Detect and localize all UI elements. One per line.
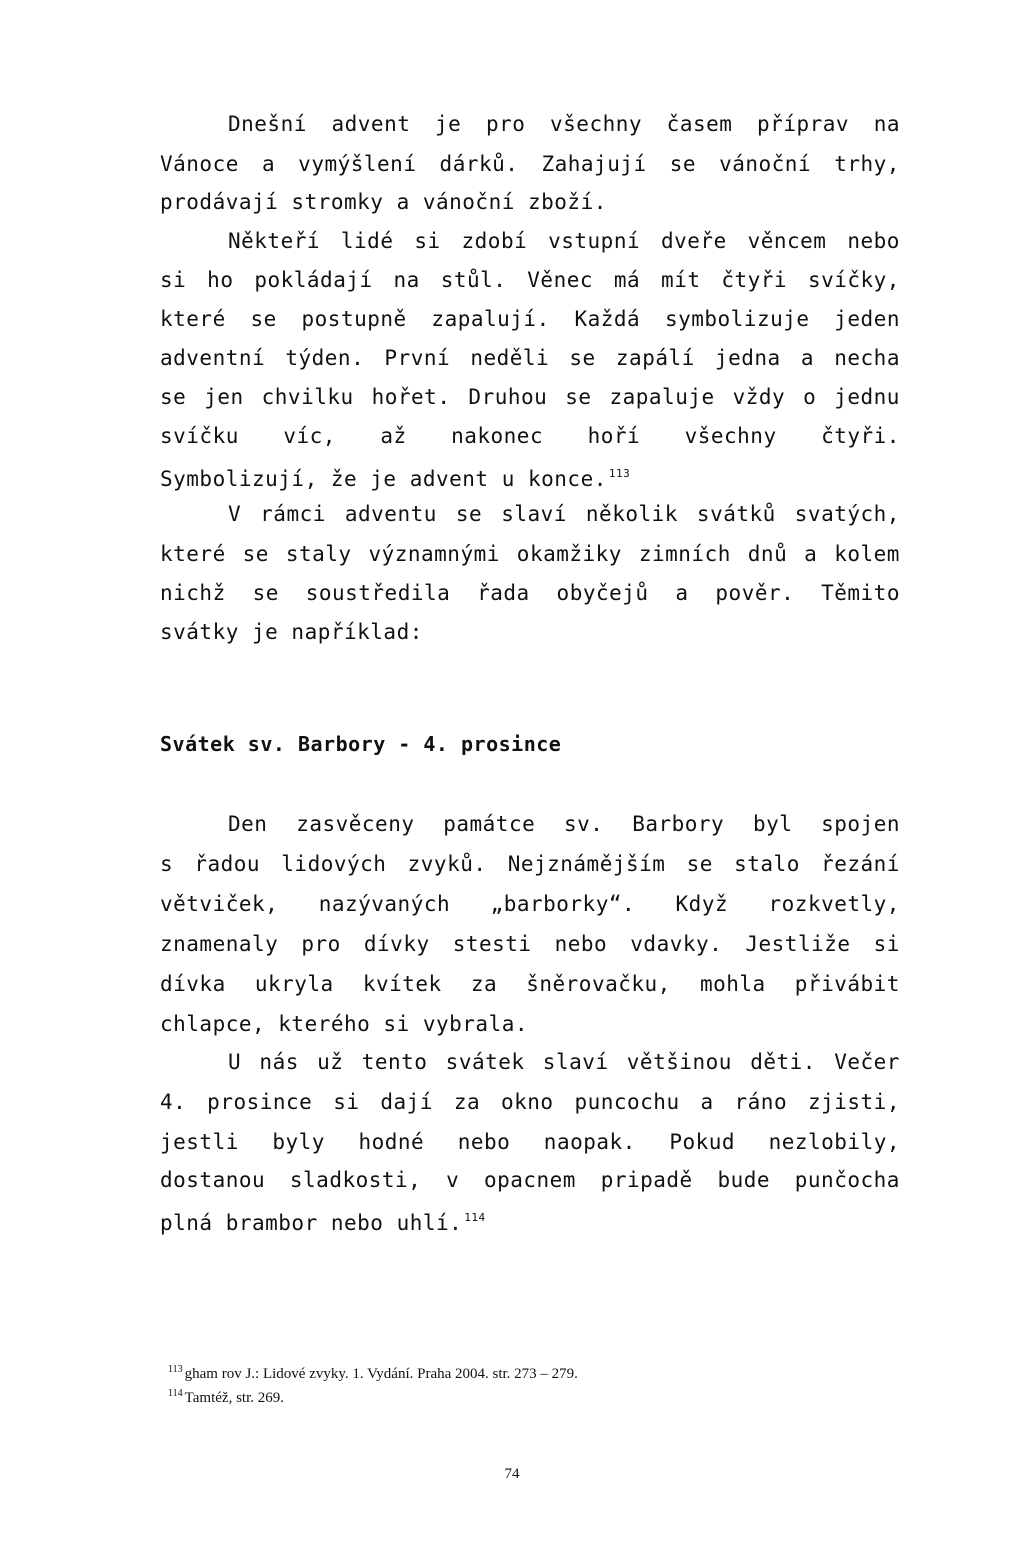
word: adventní (160, 346, 266, 370)
word: svátků (696, 502, 776, 526)
footnote-114-number: 114 (168, 1388, 183, 1399)
word: a (675, 581, 689, 605)
word: pokládají (254, 268, 373, 292)
word: okamžiky (516, 542, 622, 566)
word: dnů (747, 542, 788, 566)
word: si (333, 1090, 360, 1114)
word: vstupní (548, 229, 641, 253)
p5-line-5-text: plná brambor nebo uhlí. (160, 1211, 463, 1235)
word: hodné (358, 1130, 425, 1154)
word: zapaluje (609, 385, 715, 409)
word: které (160, 542, 226, 566)
p5-line-3 (160, 1130, 900, 1154)
word: se (565, 385, 592, 409)
word: opacnem (483, 1168, 576, 1192)
p2-line-5 (160, 385, 900, 409)
word: kvítek (362, 972, 442, 996)
word: za (470, 972, 498, 996)
word: naopak. (543, 1130, 636, 1154)
word: Zahajují (541, 152, 647, 176)
word: Druhou (468, 385, 548, 409)
word: puncochu (574, 1090, 680, 1114)
word: dveře (661, 229, 727, 253)
footnote-ref-114: 114 (464, 1211, 486, 1224)
word: si (873, 932, 900, 956)
word: Jestliže (745, 932, 851, 956)
word: První (384, 346, 451, 370)
word: okno (501, 1090, 554, 1114)
word: ho (207, 268, 234, 292)
word: sladkosti, (289, 1168, 422, 1192)
word: nakonec (451, 424, 544, 448)
word: svatých, (794, 502, 900, 526)
p5-line-2 (160, 1090, 900, 1114)
word: lidových (281, 852, 387, 876)
footnote-113-number: 113 (168, 1364, 183, 1375)
word: zapalují. (431, 307, 550, 331)
footnote-114 (168, 1384, 578, 1408)
word: Věnec (527, 268, 593, 292)
word: byly (272, 1130, 325, 1154)
word: vánoční (719, 152, 812, 176)
word: a (261, 152, 276, 176)
word: byl (752, 812, 793, 836)
p5-line-1 (228, 1050, 900, 1074)
word: nebo (457, 1130, 511, 1154)
word: se (455, 502, 483, 526)
p3-line-2 (160, 542, 900, 566)
word: věncem (747, 229, 827, 253)
word: s (160, 852, 174, 876)
footnote-ref-113: 113 (608, 467, 631, 480)
word: zdobí (461, 229, 528, 253)
word: dívka (160, 972, 226, 996)
p1-line-1 (228, 112, 900, 136)
word: trhy, (834, 152, 900, 176)
p2-line-7 (160, 462, 900, 491)
word: časem (666, 112, 733, 136)
word: spojen (821, 812, 900, 836)
footnotes (168, 1360, 578, 1408)
word: dárků. (439, 152, 519, 176)
word: památce (443, 812, 536, 836)
word: slaví (501, 502, 567, 526)
word: Když (675, 892, 729, 916)
p3-line-3 (160, 581, 900, 605)
word: Nejznámějším (507, 852, 666, 876)
word: už (317, 1050, 344, 1074)
word: má (613, 268, 641, 292)
footnote-113 (168, 1360, 578, 1384)
word: nezlobily, (768, 1130, 900, 1154)
word: mohla (699, 972, 766, 996)
word: ukryla (254, 972, 334, 996)
word: adventu (344, 502, 437, 526)
word: zasvěceny (296, 812, 415, 836)
word: dají (380, 1090, 433, 1114)
word: za (453, 1090, 481, 1114)
word: Pokud (669, 1130, 736, 1154)
word: 4. (160, 1090, 187, 1114)
word: čtyři. (821, 424, 900, 448)
word: se (252, 581, 279, 605)
word: se (669, 152, 697, 176)
word: postupně (301, 307, 407, 331)
word: svátek (445, 1050, 525, 1074)
section-heading: Svátek sv. Barbory - 4. prosince (160, 732, 562, 756)
p4-line-6: chlapce, kterého si vybrala. (160, 1012, 529, 1036)
word: až (380, 424, 407, 448)
word: se (250, 307, 277, 331)
word: zvyků. (407, 852, 487, 876)
word: bude (717, 1168, 771, 1192)
p4-line-3 (160, 892, 900, 916)
footnote-113-text: gham rov J.: Lidové zvyky. 1. Vydání. Praha 2004. str. 273 – 279. (184, 1366, 578, 1382)
p1-line-3: prodávají stromky a vánoční zboží. (160, 190, 607, 214)
word: příprav (757, 112, 850, 136)
word: neděli (470, 346, 550, 370)
word: obyčejů (556, 581, 649, 605)
word: dostanou (160, 1168, 266, 1192)
word: o (803, 385, 817, 409)
word: symbolizuje (664, 307, 810, 331)
word: stalo (734, 852, 800, 876)
word: zimních (638, 542, 731, 566)
word: pověr. (715, 581, 795, 605)
p2-line-6 (160, 424, 900, 448)
word: nás (259, 1050, 299, 1074)
word: si (414, 229, 441, 253)
word: kolem (834, 542, 900, 566)
word: mít (661, 268, 701, 292)
word: šněrovačku, (526, 972, 671, 996)
p2-line-7-text: Symbolizují, že je advent u konce. (160, 467, 607, 491)
word: Každá (574, 307, 641, 331)
word: hořet. (371, 385, 451, 409)
word: jednu (834, 385, 900, 409)
word: čtyři (721, 268, 788, 292)
word: svíčky, (807, 268, 900, 292)
word: Barbory (632, 812, 725, 836)
word: lidé (340, 229, 394, 253)
p4-line-1 (228, 812, 900, 836)
word: pripadě (600, 1168, 693, 1192)
word: všechny (684, 424, 777, 448)
word: které (160, 307, 226, 331)
p3-line-1 (228, 502, 900, 526)
word: Někteří (228, 229, 321, 253)
word: na (393, 268, 420, 292)
word: stůl. (440, 268, 507, 292)
word: stesti (452, 932, 532, 956)
page-number: 74 (504, 1466, 520, 1482)
word: tento (361, 1050, 428, 1074)
word: významnými (368, 542, 500, 566)
word: necha (834, 346, 900, 370)
p4-line-5 (160, 972, 900, 996)
word: „barborky“. (490, 892, 636, 916)
word: Dnešní (228, 112, 307, 136)
word: týden. (285, 346, 365, 370)
word: punčocha (794, 1168, 900, 1192)
word: a (804, 542, 818, 566)
word: všechny (550, 112, 643, 136)
p4-line-2 (160, 852, 900, 876)
word: několik (585, 502, 678, 526)
p2-line-1 (228, 229, 900, 253)
word: chvilku (261, 385, 354, 409)
word: advent (331, 112, 411, 136)
word: je (435, 112, 462, 136)
p5-line-4 (160, 1168, 900, 1192)
word: hoří (587, 424, 641, 448)
word: ráno (734, 1090, 788, 1114)
word: nazývaných (318, 892, 451, 916)
p4-line-4 (160, 932, 900, 956)
word: pro (485, 112, 526, 136)
word: jestli (160, 1130, 239, 1154)
p1-line-2 (160, 152, 900, 176)
p2-line-2 (160, 268, 900, 292)
word: staly (285, 542, 352, 566)
word: většinou (626, 1050, 732, 1074)
word: se (242, 542, 269, 566)
word: slaví (542, 1050, 609, 1074)
word: větviček, (160, 892, 279, 916)
word: nebo (847, 229, 900, 253)
word: na (873, 112, 900, 136)
word: sv. (564, 812, 604, 836)
word: přivábit (794, 972, 900, 996)
word: v (446, 1168, 460, 1192)
word: zapálí (615, 346, 695, 370)
word: víc, (283, 424, 336, 448)
word: řezání (821, 852, 900, 876)
word: pro (301, 932, 341, 956)
word: V (228, 502, 242, 526)
p5-line-5 (160, 1206, 900, 1235)
word: Vánoce (160, 152, 239, 176)
word: řada (477, 581, 530, 605)
word: a (800, 346, 815, 370)
word: Večer (834, 1050, 900, 1074)
word: soustředila (305, 581, 451, 605)
word: jeden (834, 307, 900, 331)
word: a (700, 1090, 714, 1114)
word: Den (228, 812, 268, 836)
word: rozkvetly, (768, 892, 900, 916)
word: řadou (194, 852, 261, 876)
word: znamenaly (160, 932, 279, 956)
p3-line-4: svátky je například: (160, 620, 423, 644)
word: dívky (363, 932, 430, 956)
p2-line-4 (160, 346, 900, 370)
word: si (160, 268, 187, 292)
word: jen (204, 385, 244, 409)
word: vdavky. (630, 932, 723, 956)
word: jedna (714, 346, 781, 370)
word: vymýšlení (298, 152, 417, 176)
word: nebo (554, 932, 608, 956)
word: vždy (732, 385, 786, 409)
word: se (686, 852, 713, 876)
word: se (160, 385, 187, 409)
word: děti. (750, 1050, 816, 1074)
word: zjisti, (807, 1090, 900, 1114)
word: svíčku (160, 424, 239, 448)
p2-line-3 (160, 307, 900, 331)
footnote-114-text: Tamtéž, str. 269. (184, 1390, 284, 1406)
word: prosince (207, 1090, 313, 1114)
word: se (569, 346, 596, 370)
word: rámci (260, 502, 326, 526)
word: Těmito (821, 581, 900, 605)
word: nichž (160, 581, 226, 605)
word: U (228, 1050, 242, 1074)
